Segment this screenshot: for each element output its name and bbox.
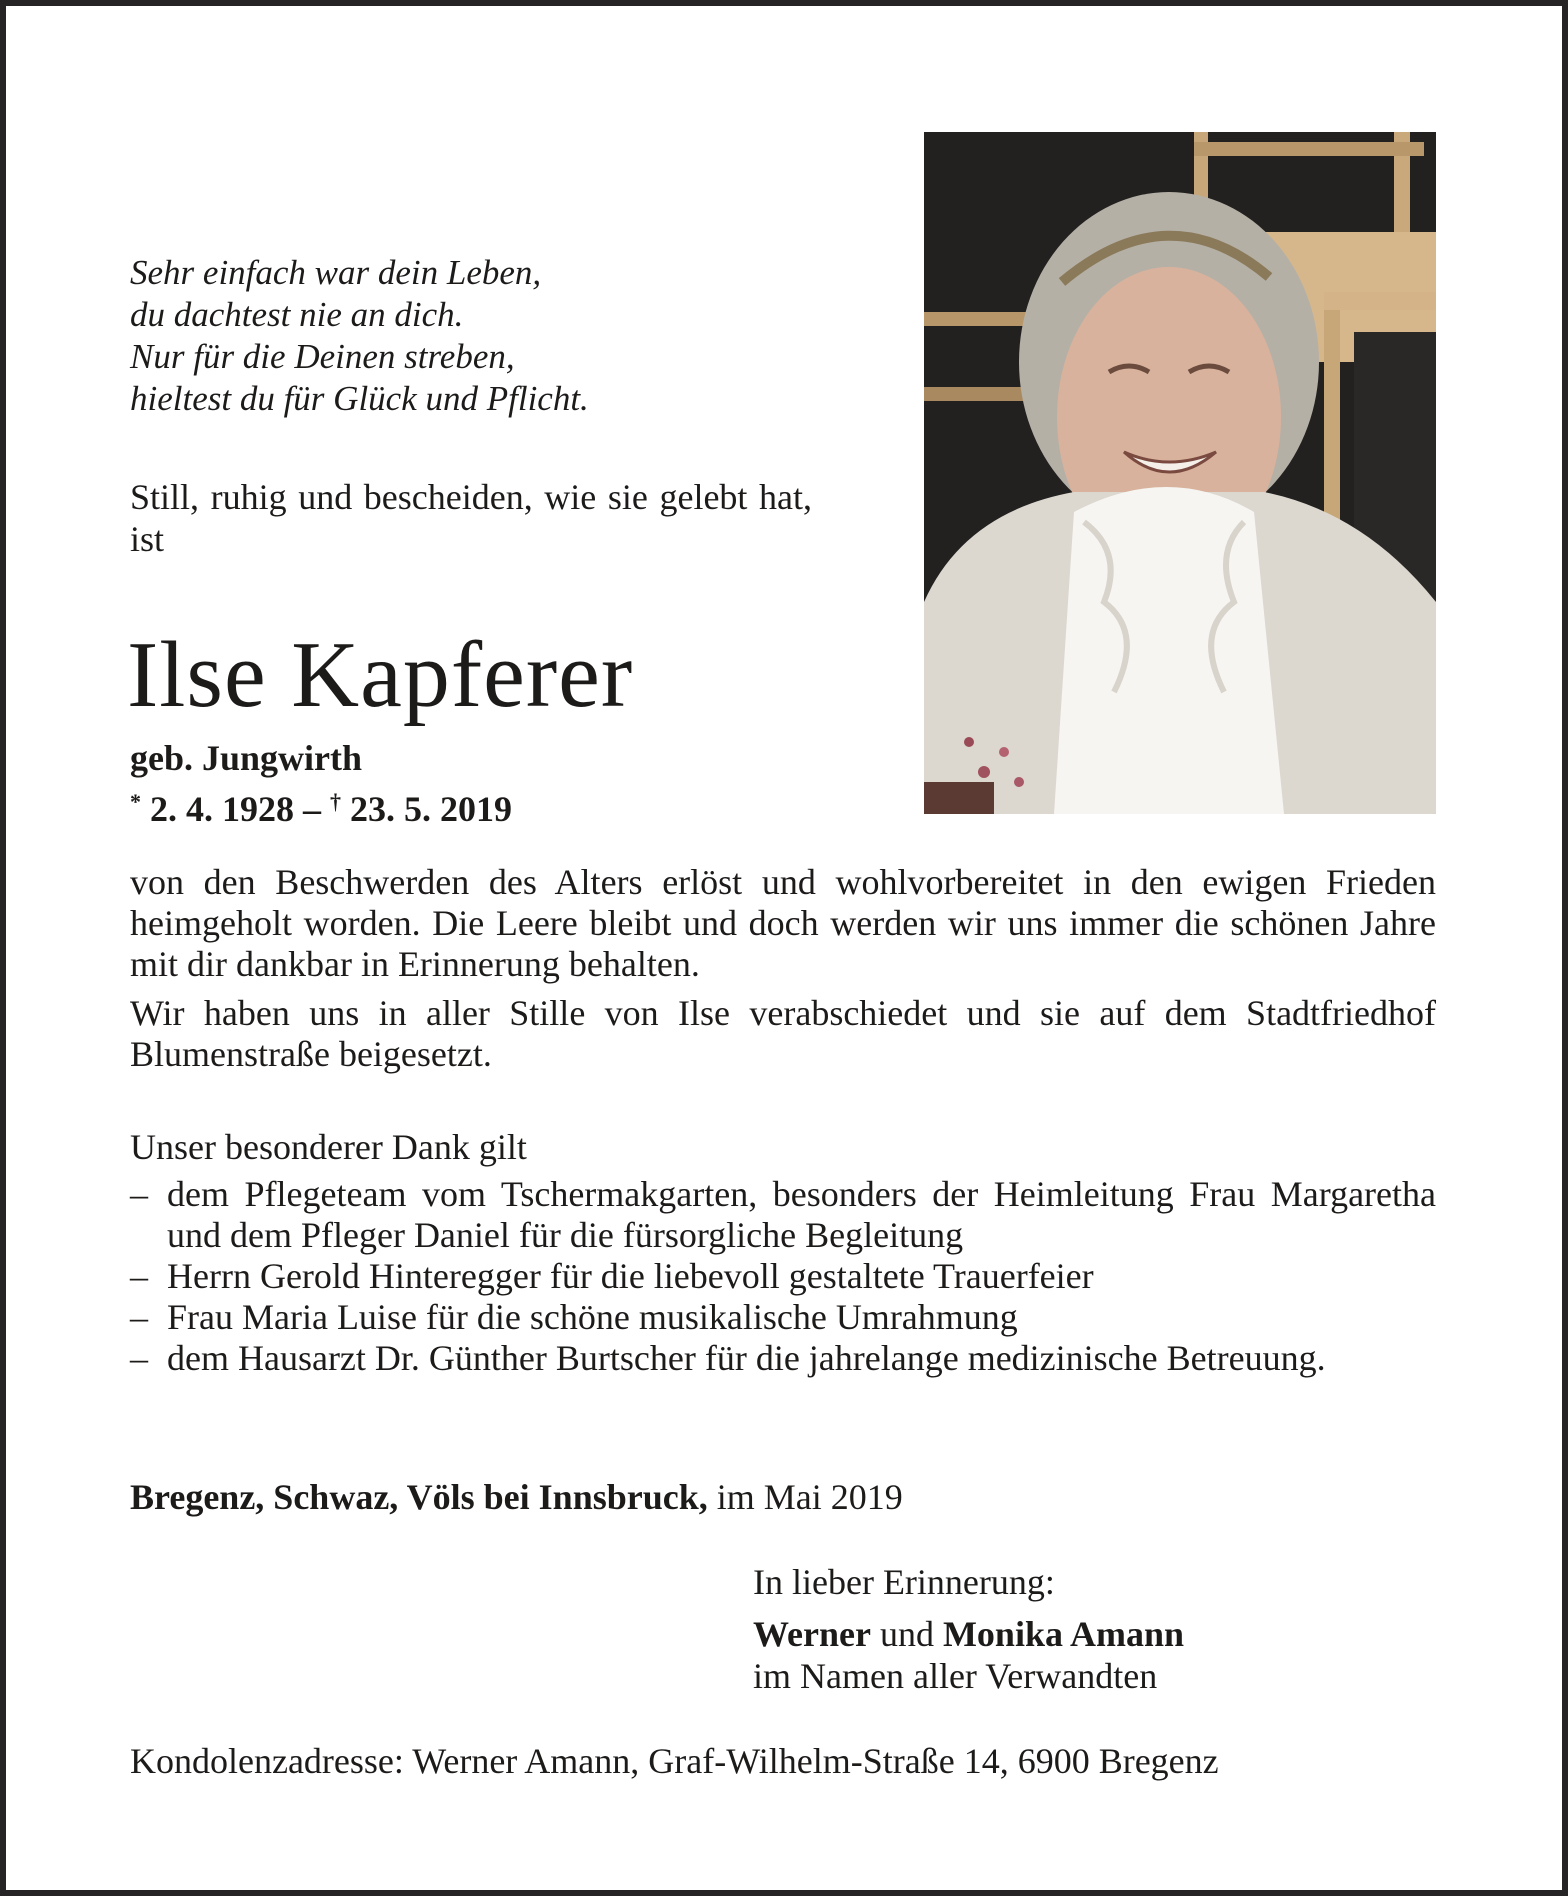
poem-line: hieltest du für Glück und Pflicht.: [130, 379, 589, 418]
dash-bullet: –: [130, 1338, 148, 1378]
month-year: im Mai 2019: [716, 1477, 903, 1517]
list-item: [130, 1297, 1436, 1338]
signature-block: [753, 1561, 1184, 1697]
birth-name: geb. Jungwirth: [130, 738, 363, 778]
signature-heading: In lieber Erinnerung:: [753, 1562, 1055, 1602]
signer-conjunction: und: [879, 1614, 934, 1654]
signature-names: [753, 1613, 1184, 1655]
death-date: 23. 5. 2019: [350, 789, 512, 829]
poem-line: Sehr einfach war dein Leben,: [130, 253, 542, 292]
portrait-photo: [924, 132, 1436, 814]
list-item-text: Herrn Gerold Hinteregger für die liebevoll gestaltete Trauerfeier: [167, 1256, 1094, 1296]
list-item-text: dem Pflegeteam vom Tschermakgarten, besonders der Heimleitung Frau Margaretha und dem Pfleger Daniel für die fürsorgliche Begleitung: [167, 1174, 1436, 1255]
condolence-address: Kondolenzadresse: Werner Amann, Graf-Wilhelm-Straße 14, 6900 Bregenz: [130, 1741, 1219, 1781]
deceased-name: Ilse Kapferer: [127, 623, 634, 727]
dash-bullet: –: [130, 1174, 148, 1214]
poem-line: du dachtest nie an dich.: [130, 295, 464, 334]
intro-text: Still, ruhig und bescheiden, wie sie gelebt hat, ist: [130, 477, 812, 559]
dash-bullet: –: [130, 1297, 148, 1337]
birth-date: 2. 4. 1928: [150, 789, 294, 829]
dash-bullet: –: [130, 1256, 148, 1296]
death-symbol: †: [330, 789, 341, 814]
list-item: [130, 1256, 1436, 1297]
list-item-text: dem Hausarzt Dr. Günther Burtscher für die jahrelange medizinische Betreuung.: [167, 1338, 1326, 1378]
signature-subline: im Namen aller Verwandten: [753, 1656, 1158, 1696]
life-dates: [130, 781, 512, 830]
list-item: [130, 1338, 1436, 1379]
birth-symbol: *: [130, 789, 141, 814]
thanks-intro: Unser besonderer Dank gilt: [130, 1127, 527, 1167]
signer-first: Werner: [753, 1614, 871, 1654]
list-item: [130, 1174, 1436, 1256]
notice-body: [130, 862, 1436, 1083]
list-item-text: Frau Maria Luise für die schöne musikalische Umrahmung: [167, 1297, 1018, 1337]
place-names: Bregenz, Schwaz, Völs bei Innsbruck,: [130, 1477, 708, 1517]
place-date-line: [130, 1476, 903, 1518]
poem-line: Nur für die Deinen streben,: [130, 337, 515, 376]
poem: [130, 252, 690, 420]
thanks-list: [130, 1174, 1436, 1379]
signer-second: Monika Amann: [942, 1614, 1185, 1654]
date-separator: –: [303, 789, 321, 829]
body-paragraph: von den Beschwerden des Alters erlöst und wohlvorbereitet in den ewigen Frieden heimgeholt worden. Die Leere bleibt und doch werden wir uns immer die schönen Jahre mit dir dankbar in Erinnerung behalten.: [130, 862, 1436, 984]
thanks-section: [130, 1127, 1436, 1379]
body-paragraph: Wir haben uns in aller Stille von Ilse verabschiedet und sie auf dem Stadtfriedhof Blumenstraße beigesetzt.: [130, 993, 1436, 1074]
